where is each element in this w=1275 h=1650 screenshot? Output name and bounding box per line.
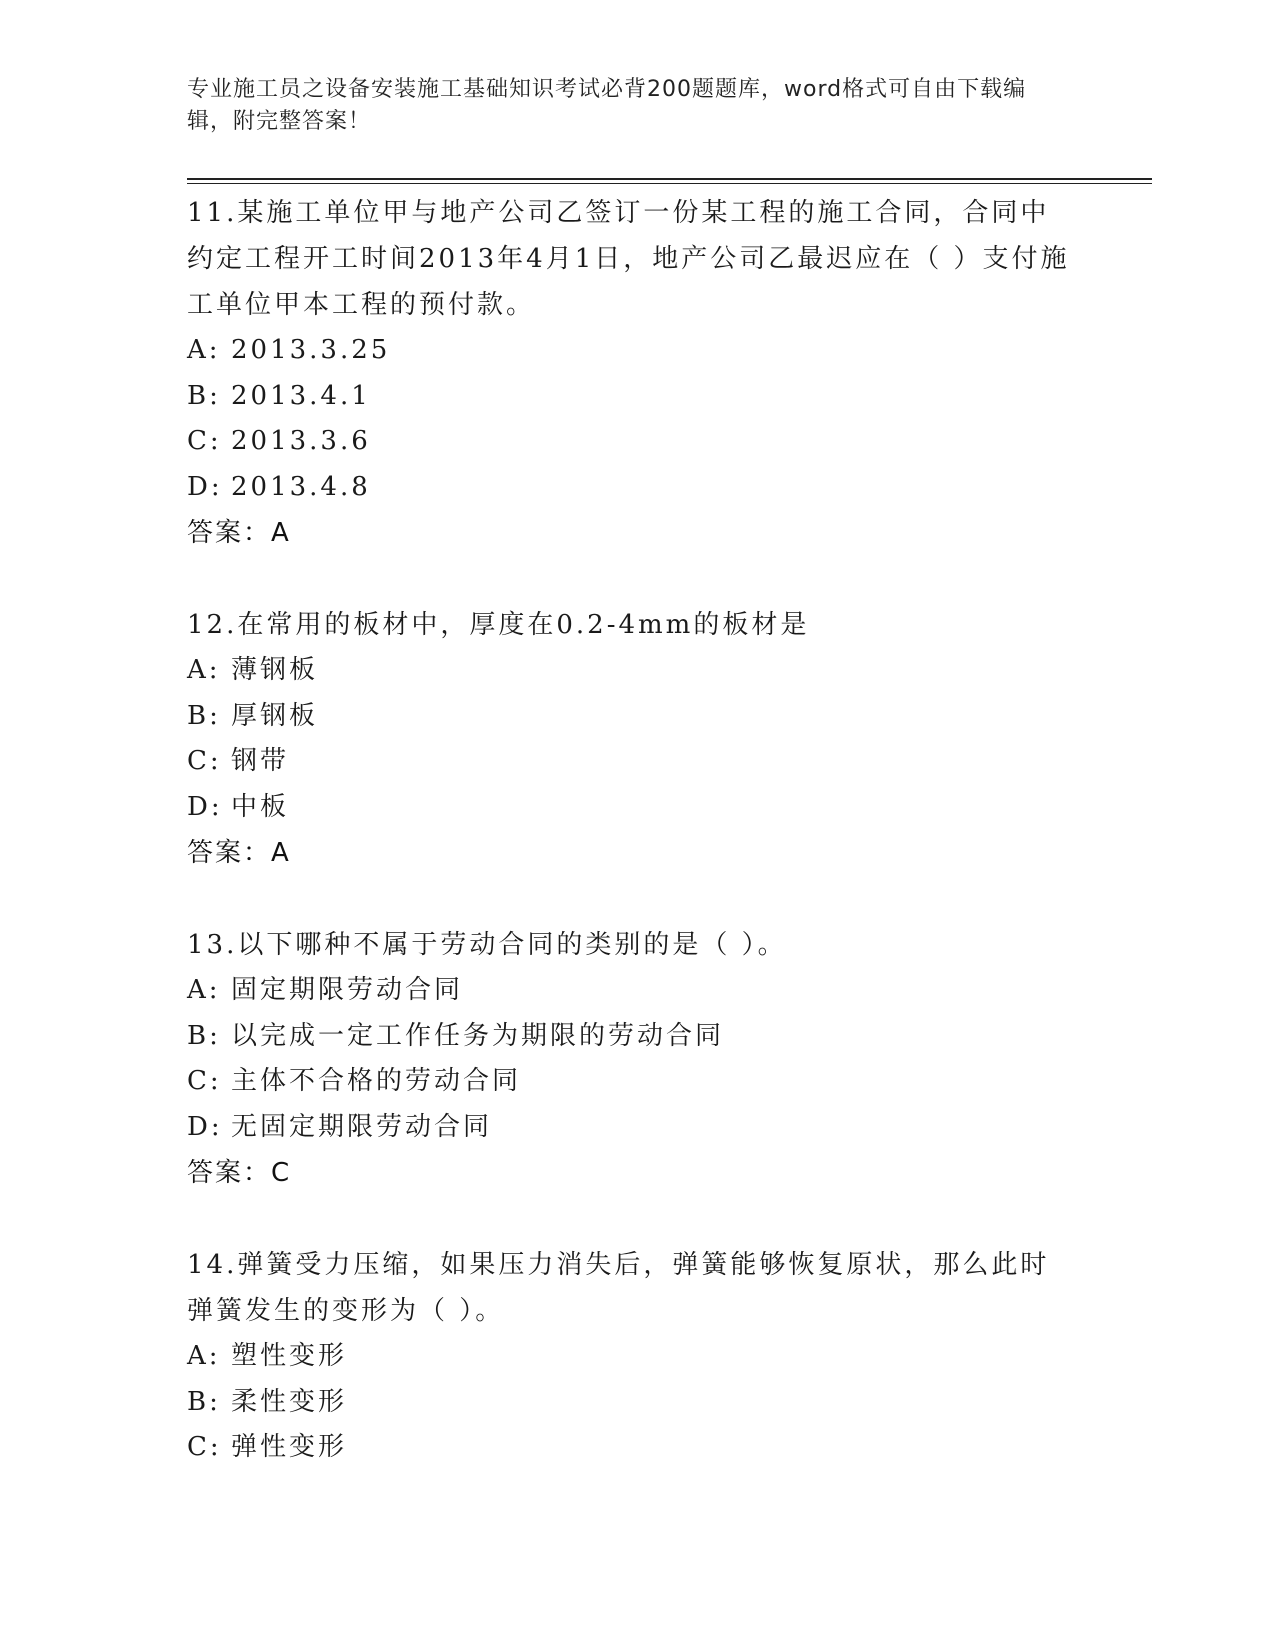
option-text: 塑性变形 xyxy=(231,1341,348,1371)
option-label: A: xyxy=(187,655,221,685)
question-stem: 13.以下哪种不属于劳动合同的类别的是（ ）。 xyxy=(187,930,787,960)
option-label: D: xyxy=(187,791,223,822)
option-text: 厚钢板 xyxy=(231,700,319,731)
question-11 xyxy=(187,190,1087,556)
option-b xyxy=(187,694,1087,740)
option-label: C: xyxy=(187,746,222,776)
option-label: C: xyxy=(187,1066,222,1096)
option-text: 弹性变形 xyxy=(231,1432,348,1462)
option-text: 以完成一定工作任务为期限的劳动合同 xyxy=(231,1020,725,1051)
option-text: 薄钢板 xyxy=(231,655,319,685)
question-stem: 14.弹簧受力压缩，如果压力消失后，弹簧能够恢复原状，那么此时弹簧发生的变形为（ ）。 xyxy=(187,1250,1050,1326)
option-label: C: xyxy=(187,426,222,456)
option-text: 2013.4.8 xyxy=(231,471,371,502)
option-a xyxy=(187,968,1087,1014)
option-d xyxy=(187,465,1087,511)
option-c xyxy=(187,1425,1087,1471)
option-text: 钢带 xyxy=(231,746,290,776)
question-stem: 11.某施工单位甲与地产公司乙签订一份某工程的施工合同，合同中约定工程开工时间2013年4月1日，地产公司乙最迟应在（ ）支付施工单位甲本工程的预付款。 xyxy=(187,198,1070,320)
question-12 xyxy=(187,602,1087,876)
option-text: 2013.4.1 xyxy=(231,380,371,411)
option-label: B: xyxy=(187,700,221,731)
question-13 xyxy=(187,922,1087,1196)
header-divider xyxy=(187,178,1152,184)
option-a xyxy=(187,1334,1087,1380)
option-b xyxy=(187,1380,1087,1426)
question-14 xyxy=(187,1242,1087,1471)
option-label: B: xyxy=(187,380,221,411)
option-label: A: xyxy=(187,975,221,1005)
option-label: B: xyxy=(187,1020,221,1051)
option-label: D: xyxy=(187,471,223,502)
question-list xyxy=(187,190,1087,1517)
option-label: B: xyxy=(187,1386,221,1417)
option-c xyxy=(187,739,1087,785)
option-d xyxy=(187,785,1087,831)
option-label: A: xyxy=(187,1341,221,1371)
option-a xyxy=(187,648,1087,694)
option-d xyxy=(187,1105,1087,1151)
answer: 答案：A xyxy=(187,518,291,548)
option-label: D: xyxy=(187,1111,223,1142)
option-label: A: xyxy=(187,335,221,365)
option-text: 固定期限劳动合同 xyxy=(231,975,464,1005)
option-b xyxy=(187,374,1087,420)
option-b xyxy=(187,1014,1087,1060)
option-c xyxy=(187,419,1087,465)
document-header: 专业施工员之设备安装施工基础知识考试必背200题题库，word格式可自由下载编辑，附完整答案！ xyxy=(187,77,1027,134)
option-text: 无固定期限劳动合同 xyxy=(231,1111,493,1142)
option-text: 中板 xyxy=(231,791,290,822)
question-stem: 12.在常用的板材中，厚度在0.2-4mm的板材是 xyxy=(187,610,810,640)
option-c xyxy=(187,1059,1087,1105)
option-text: 2013.3.25 xyxy=(231,335,391,365)
option-text: 柔性变形 xyxy=(231,1386,348,1417)
answer: 答案：A xyxy=(187,838,291,868)
option-a xyxy=(187,328,1087,374)
answer: 答案：C xyxy=(187,1158,292,1188)
option-text: 2013.3.6 xyxy=(231,426,371,456)
option-label: C: xyxy=(187,1432,222,1462)
option-text: 主体不合格的劳动合同 xyxy=(231,1066,522,1096)
